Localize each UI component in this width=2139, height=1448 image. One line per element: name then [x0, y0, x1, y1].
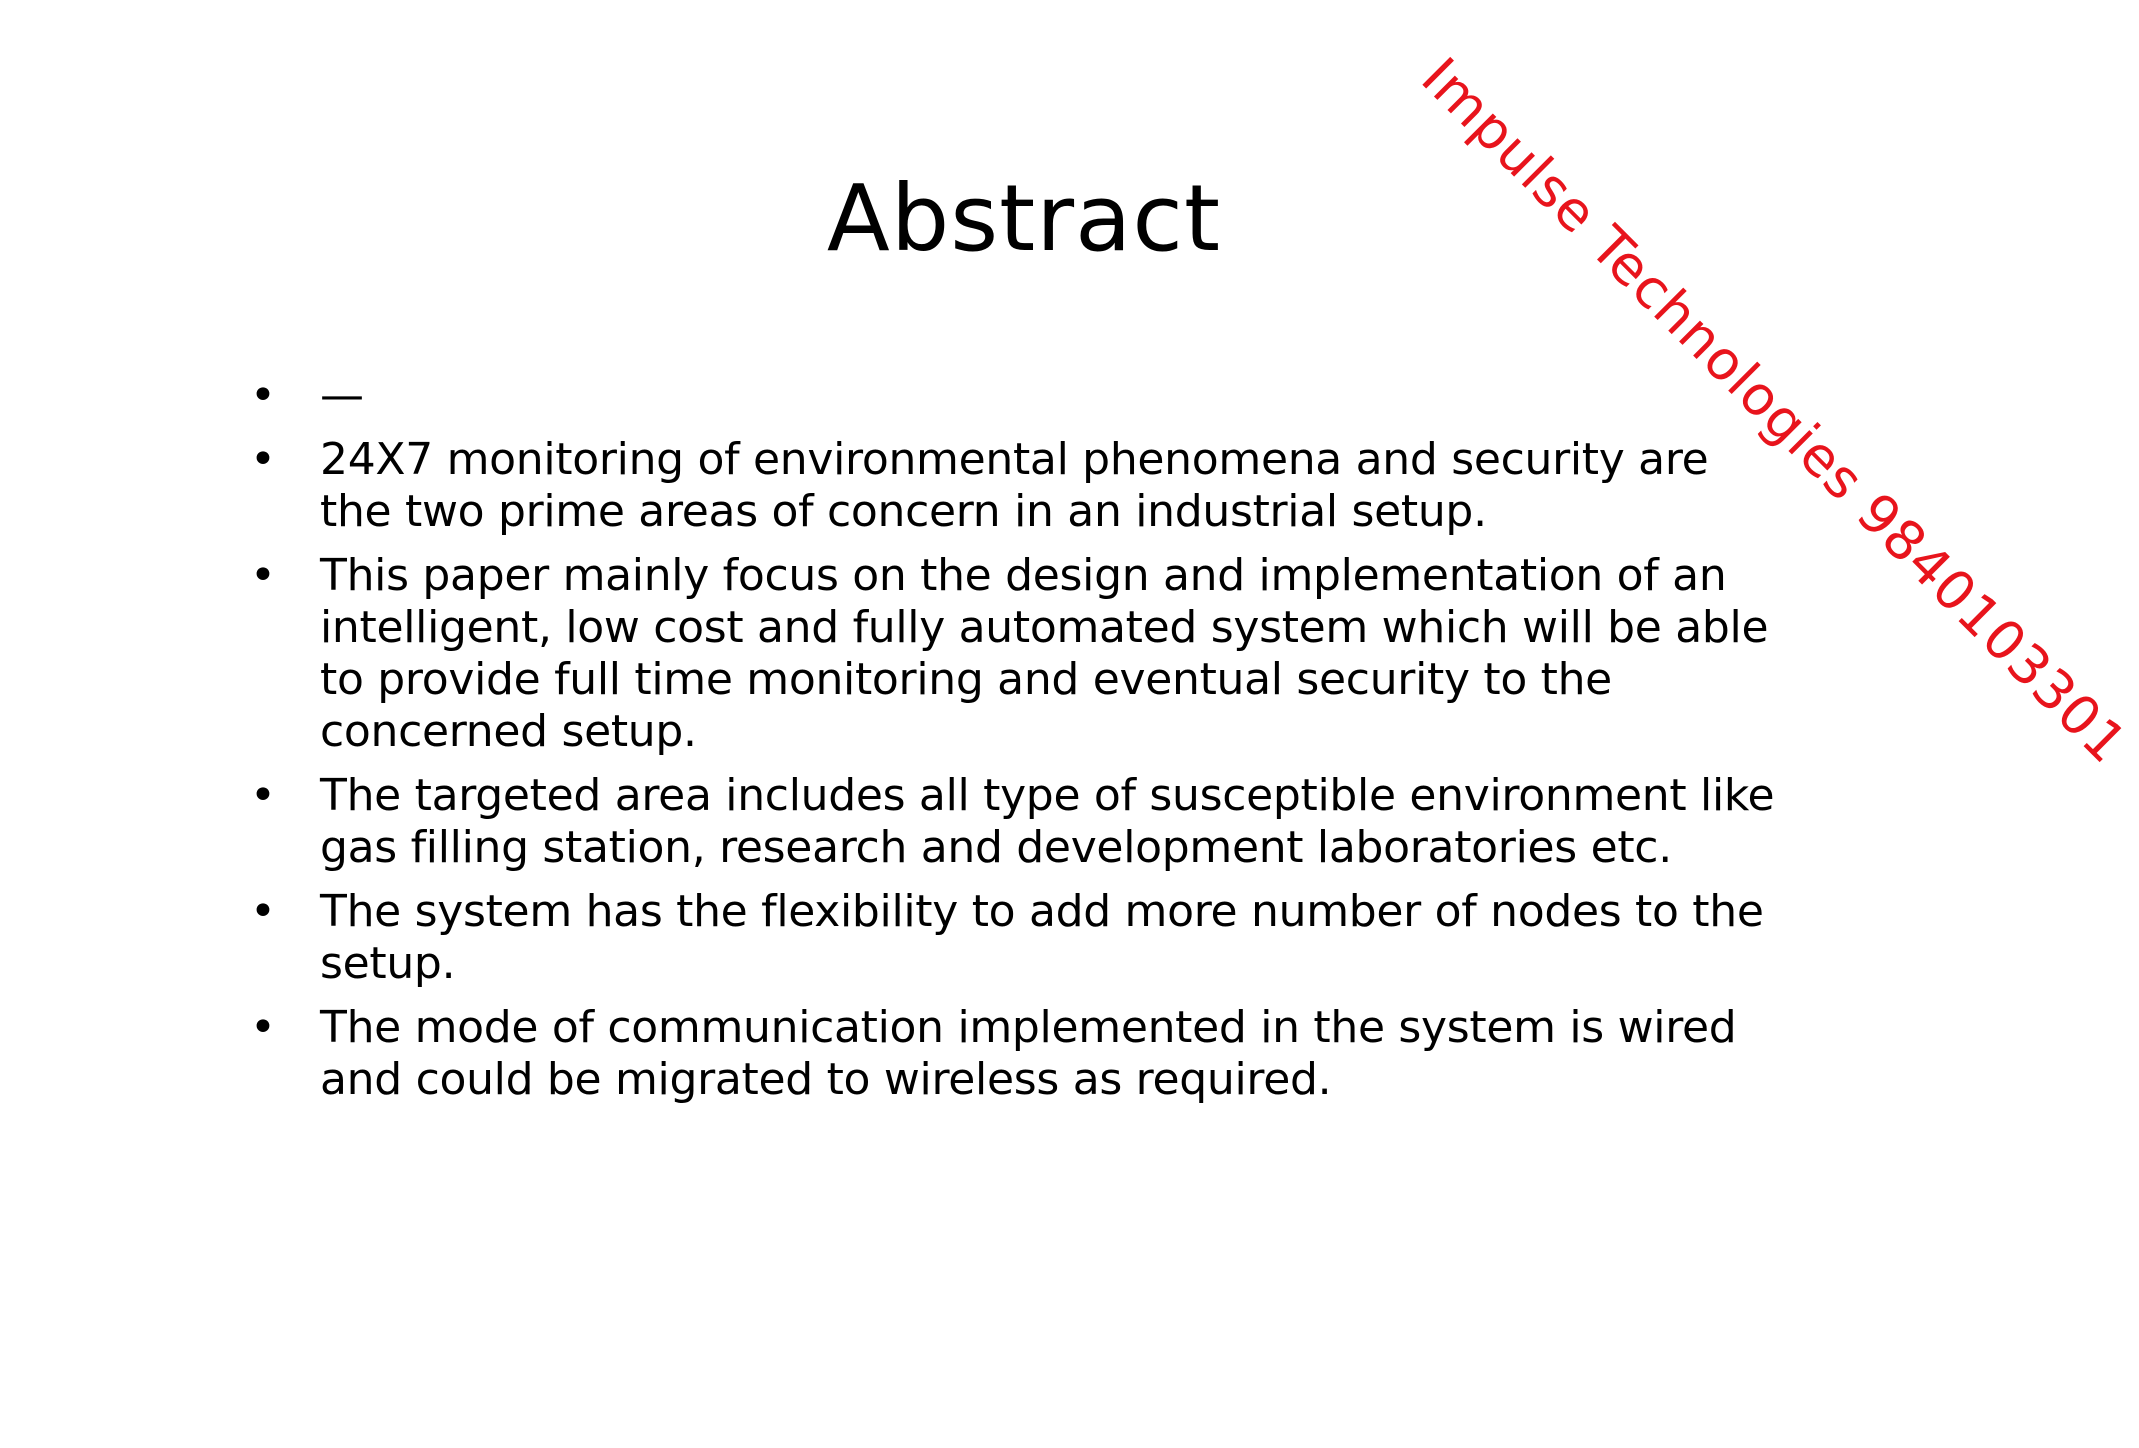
bullet-text: The system has the flexibility to add more number of nodes to the setup. — [320, 886, 1764, 989]
bullet-text: 24X7 monitoring of environmental phenomena and security are the two prime areas of concern in an industrial setup. — [320, 434, 1709, 537]
bullet-marker: • — [250, 1002, 276, 1053]
bullet-item — [250, 370, 1790, 422]
bullet-item — [250, 1002, 1790, 1106]
bullet-item — [250, 886, 1790, 990]
bullet-marker: • — [250, 550, 276, 601]
slide-title: Abstract — [826, 165, 1222, 272]
bullet-text: This paper mainly focus on the design and implementation of an intelligent, low cost and fully automated system which will be able to provide full time monitoring and eventual security to the concerned setup. — [320, 550, 1769, 757]
bullet-list — [250, 370, 1790, 1118]
bullet-text: The mode of communication implemented in the system is wired and could be migrated to wireless as required. — [320, 1002, 1737, 1105]
bullet-marker: • — [250, 434, 276, 485]
bullet-text: — — [320, 370, 364, 421]
bullet-item — [250, 550, 1790, 758]
bullet-marker: • — [250, 886, 276, 937]
bullet-text: The targeted area includes all type of susceptible environment like gas filling station, research and development laboratories etc. — [320, 770, 1775, 873]
bullet-marker: • — [250, 370, 276, 421]
bullet-item — [250, 434, 1790, 538]
bullet-marker: • — [250, 770, 276, 821]
bullet-item — [250, 770, 1790, 874]
watermark: Impulse Technologies 9840103301 — [1409, 45, 2139, 776]
